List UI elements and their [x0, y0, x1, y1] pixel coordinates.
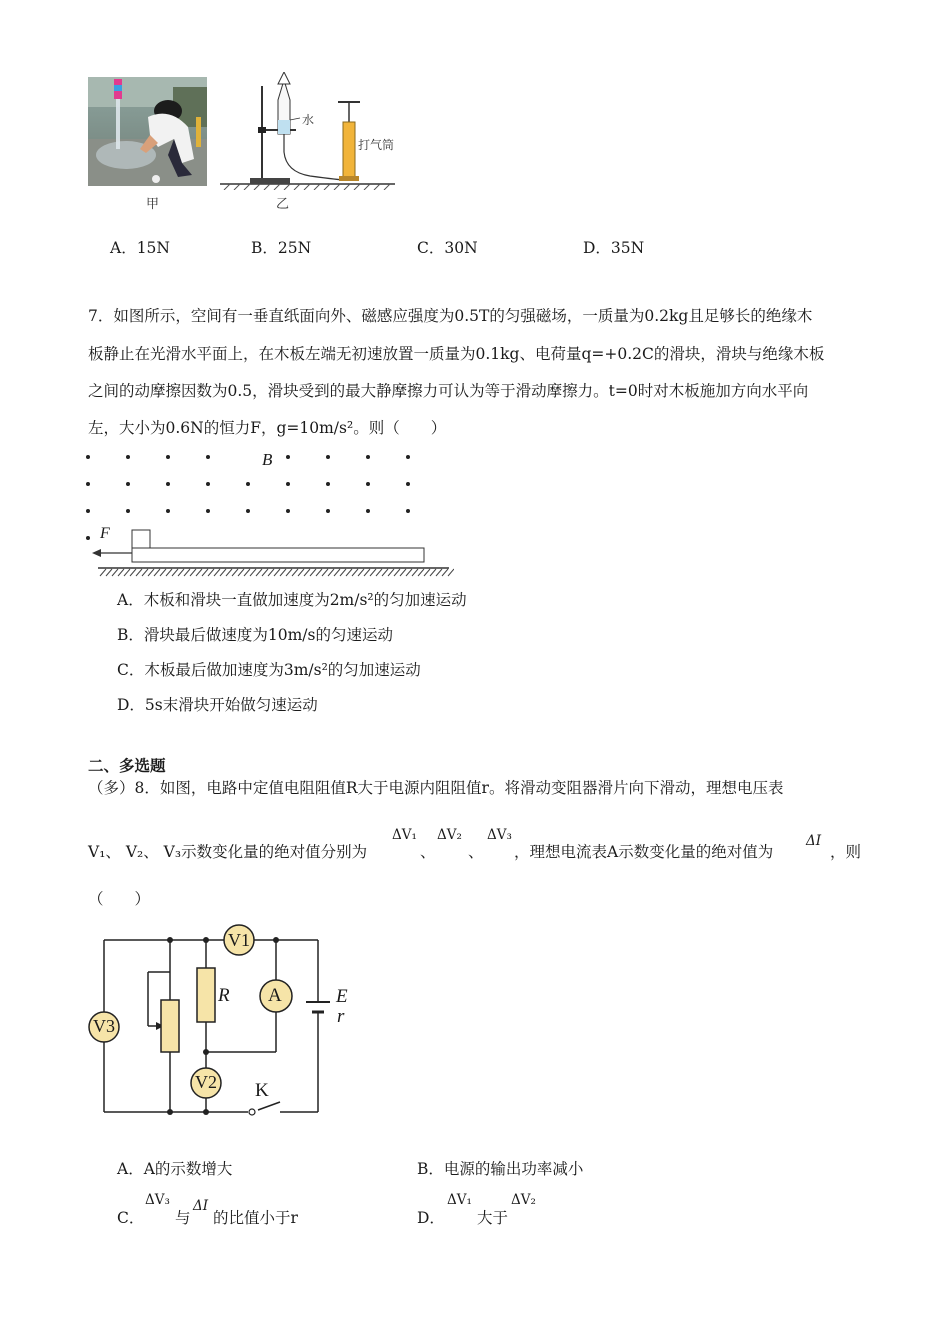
diagram-caption: 乙 [276, 197, 290, 212]
q8-option-d-prefix: D． [417, 1209, 445, 1227]
q7-option-d[interactable] [117, 693, 318, 715]
voltmeter-v1 [228, 930, 250, 951]
q8-option-a[interactable] [117, 1157, 232, 1179]
q8-option-d-dv1: ΔV₁ [447, 1192, 472, 1208]
q8-line-2-part-1: V₁、 V₂、 V₃示数变化量的绝对值分别为 [88, 843, 368, 861]
emf-label: E [336, 986, 348, 1007]
ground-hatch [346, 569, 352, 576]
field-dot [86, 482, 90, 486]
ground-hatch [376, 569, 382, 576]
ground-hatch [424, 569, 430, 576]
q8-option-b[interactable] [417, 1157, 583, 1179]
field-dot [206, 455, 210, 459]
pump-label: 打气筒 [358, 138, 395, 152]
ground-hatch [136, 569, 142, 576]
ground-hatch [226, 569, 232, 576]
ground-hatch [100, 569, 106, 576]
ground-hatch [412, 569, 418, 576]
label-F: F [100, 525, 110, 542]
field-dot [406, 482, 410, 486]
ground-hatch [418, 569, 424, 576]
ground-hatch [196, 569, 202, 576]
field-dot [406, 455, 410, 459]
q8-dv3: ΔV₃ [487, 827, 512, 843]
ground-hatch [106, 569, 112, 576]
field-dot [366, 509, 370, 513]
q8-option-c-suffix: 的比值小于r [213, 1209, 298, 1227]
ground-hatch [328, 569, 334, 576]
q7-line-3: 之间的动摩擦因数为0.5，滑块受到的最大静摩擦力可认为等于滑动摩擦力。t=0时对木板施加方向水平向 [88, 382, 809, 400]
ground-hatch [400, 569, 406, 576]
q7-option-c[interactable] [117, 658, 421, 680]
ground-hatch [178, 569, 184, 576]
field-dot [126, 455, 130, 459]
field-dot [286, 455, 290, 459]
ground-hatch [130, 569, 136, 576]
field-dot [206, 482, 210, 486]
field-dot [286, 509, 290, 513]
ground-hatch [310, 569, 316, 576]
circuit-diagram [84, 920, 364, 1120]
field-dot [366, 482, 370, 486]
q8-di: ΔI [806, 833, 822, 849]
ammeter [268, 985, 282, 1007]
label-B: B [262, 450, 273, 469]
field-dot [326, 482, 330, 486]
photo-caption: 甲 [146, 197, 160, 212]
field-dot [126, 509, 130, 513]
ground-hatch [256, 569, 262, 576]
ground-hatch [442, 569, 448, 576]
q8-line-1: （多）8．如图，电路中定值电阻阻值R大于电源内阻阻值r。将滑动变阻器滑片向下滑动，理想电压表 [88, 779, 784, 797]
q6-option-c[interactable]: C．30N [417, 239, 478, 257]
field-dot [126, 482, 130, 486]
q6-option-b[interactable]: B．25N [251, 239, 312, 257]
ground-hatch [448, 569, 454, 576]
ground-hatch [388, 569, 394, 576]
voltmeter-v3 [93, 1016, 115, 1037]
voltmeter-v2 [195, 1072, 217, 1093]
field-dot [246, 509, 250, 513]
ground-hatch [112, 569, 118, 576]
ground-hatch [238, 569, 244, 576]
voltmeter-v2-label: V2 [195, 1072, 217, 1092]
q8-option-a-text: A．A的示数增大 [117, 1160, 233, 1178]
ground-hatch [286, 569, 292, 576]
field-dot [166, 482, 170, 486]
ground-hatch [298, 569, 304, 576]
q8-dv1: ΔV₁ [392, 827, 417, 843]
apparatus-diagram [220, 72, 400, 190]
q8-line-3: （ ） [88, 890, 151, 908]
ground-hatch [304, 569, 310, 576]
field-dot [326, 455, 330, 459]
ground-hatch [316, 569, 322, 576]
q7-option-a-text: A．木板和滑块一直做加速度为2m/s²的匀加速运动 [117, 591, 467, 609]
q7-line-4: 左，大小为0.6N的恒力F，g=10m/s²。则（ ） [88, 419, 447, 437]
q7-option-c-text: C．木板最后做加速度为3m/s²的匀加速运动 [117, 661, 421, 679]
field-dot [86, 536, 90, 540]
q8-option-d[interactable] [417, 1192, 617, 1236]
q8-line-2-part-2: ，理想电流表A示数变化量的绝对值为 [514, 843, 774, 861]
ground-hatch [244, 569, 250, 576]
section-title: 二、多选题 [88, 757, 166, 775]
q6-option-d[interactable]: D．35N [583, 239, 645, 257]
ground-hatch [370, 569, 376, 576]
field-dot [246, 482, 250, 486]
ground-hatch [364, 569, 370, 576]
field-dot [366, 455, 370, 459]
ground-hatch [190, 569, 196, 576]
q7-line-2: 板静止在光滑水平面上，在木板左端无初速放置一质量为0.1kg、电荷量q=+0.2C的滑块，滑块与绝缘木板 [88, 345, 825, 363]
ground-hatch [262, 569, 268, 576]
ground-hatch [358, 569, 364, 576]
ground-hatch [184, 569, 190, 576]
q8-option-c-prefix: C． [117, 1209, 145, 1227]
ground-hatch [280, 569, 286, 576]
ground-hatch [382, 569, 388, 576]
ground-hatch [250, 569, 256, 576]
water-label: 水 [302, 113, 315, 127]
q8-line-2-end: ，则 [830, 843, 862, 861]
ground-hatch [394, 569, 400, 576]
ground-hatch [208, 569, 214, 576]
q8-option-c[interactable] [117, 1192, 317, 1236]
q8-option-d-mid: 大于 [477, 1209, 509, 1227]
switch-label: K [255, 1080, 269, 1101]
ground-hatch [154, 569, 160, 576]
q8-dv2: ΔV₂ [437, 827, 462, 843]
q8-option-d-dv2: ΔV₂ [511, 1192, 536, 1208]
resistor-label: R [218, 985, 230, 1006]
ground-hatch [274, 569, 280, 576]
ground-hatch [232, 569, 238, 576]
ground-hatch [406, 569, 412, 576]
q8-option-b-text: B．电源的输出功率减小 [417, 1160, 584, 1178]
ground-hatch [322, 569, 328, 576]
field-dot [86, 455, 90, 459]
q7-line-1: 7．如图所示，空间有一垂直纸面向外、磁感应强度为0.5T的匀强磁场，一质量为0.2kg且足够长的绝缘木 [88, 307, 813, 325]
q7-option-b[interactable] [117, 623, 393, 645]
ground-hatch [214, 569, 220, 576]
field-dot [86, 509, 90, 513]
voltmeter-v3-label: V3 [93, 1016, 115, 1036]
ground-hatch [148, 569, 154, 576]
ground-hatch [166, 569, 172, 576]
ground-hatch [340, 569, 346, 576]
rocket-photo [88, 77, 207, 186]
q7-option-b-text: B．滑块最后做速度为10m/s的匀速运动 [117, 626, 393, 644]
field-dot [166, 455, 170, 459]
field-dot [286, 482, 290, 486]
internal-resistance-label: r [337, 1006, 345, 1027]
field-dot [206, 509, 210, 513]
q7-option-a[interactable] [117, 588, 467, 610]
ground-hatch [292, 569, 298, 576]
field-dot [406, 509, 410, 513]
ground-hatch [118, 569, 124, 576]
ground-hatch [436, 569, 442, 576]
ground-hatch [430, 569, 436, 576]
ammeter-label: A [268, 985, 282, 1006]
ground-hatch [268, 569, 274, 576]
q8-sep-2: 、 [468, 843, 484, 861]
q6-option-a[interactable]: A．15N [110, 239, 170, 257]
ground-hatch [160, 569, 166, 576]
q8-option-c-dv3: ΔV₃ [145, 1192, 170, 1208]
field-dot [166, 509, 170, 513]
q8-option-c-di: ΔI [193, 1198, 209, 1214]
ground-hatch [172, 569, 178, 576]
q8-sep-1: 、 [420, 843, 436, 861]
field-dot [326, 509, 330, 513]
voltmeter-v1-label: V1 [228, 930, 250, 950]
q7-option-d-text: D．5s末滑块开始做匀速运动 [117, 696, 318, 714]
ground-hatch [202, 569, 208, 576]
ground-hatch [334, 569, 340, 576]
ground-hatch [220, 569, 226, 576]
q8-option-c-mid: 与 [175, 1209, 191, 1227]
ground-hatch [124, 569, 130, 576]
ground-hatch [142, 569, 148, 576]
ground-hatch [352, 569, 358, 576]
